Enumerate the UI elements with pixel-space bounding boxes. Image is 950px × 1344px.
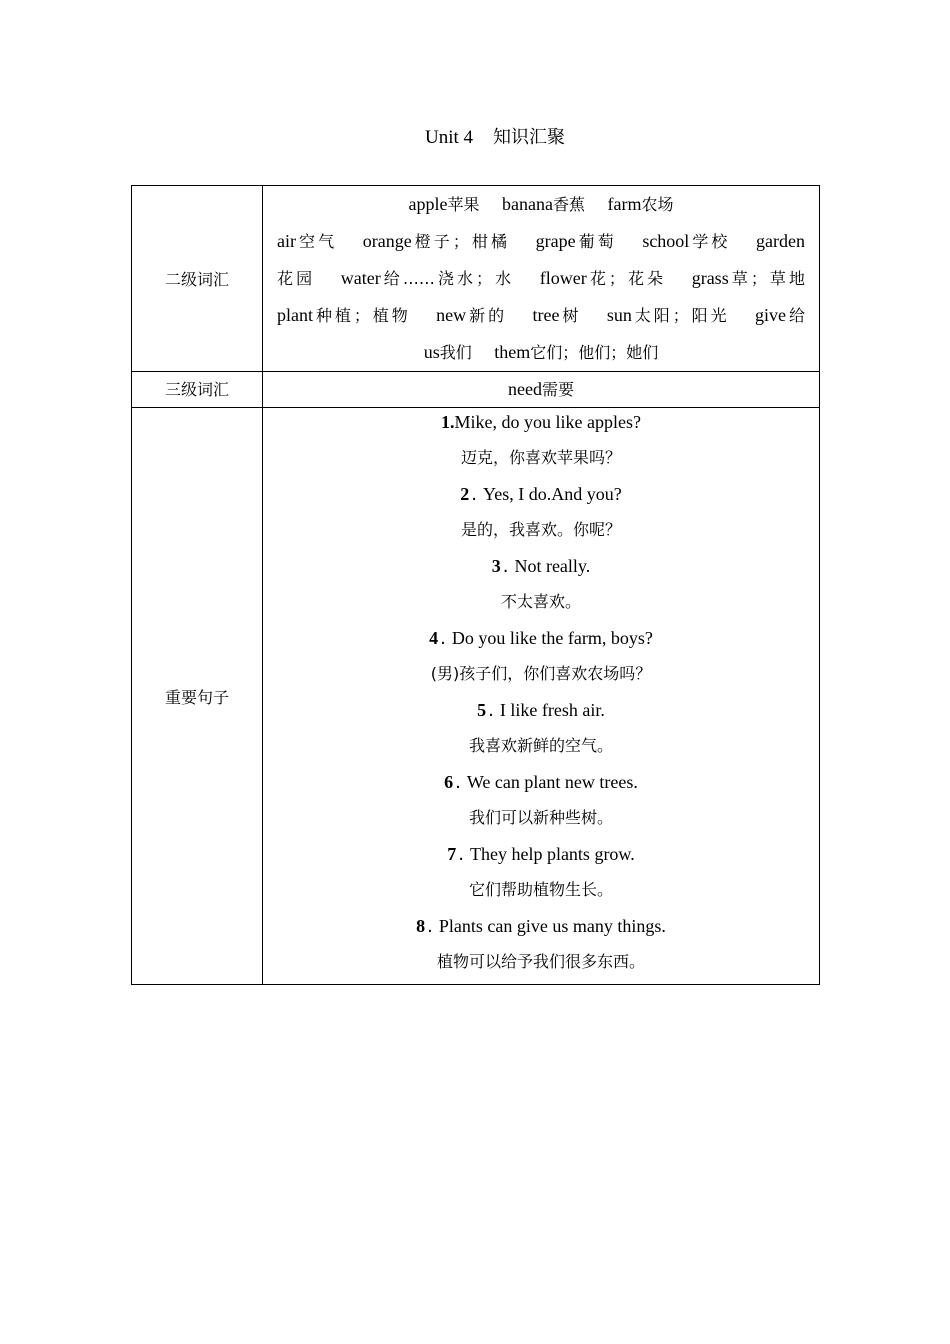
row-label-level3: 三级词汇	[132, 372, 263, 408]
vocab-word	[277, 231, 337, 251]
vocab-word	[692, 268, 805, 288]
vocab-word-en: grass	[691, 268, 729, 288]
vocab-word-en: apple	[408, 194, 448, 214]
vocab-word	[642, 231, 730, 251]
vocab-word	[436, 305, 507, 325]
level3-word-cn: 需要	[541, 380, 574, 399]
table-row-sentences	[132, 408, 820, 985]
vocab-word-cn: 新的	[466, 306, 508, 325]
vocab-word	[540, 268, 666, 288]
vocab-line	[277, 223, 805, 260]
sentence-number: 2	[460, 484, 470, 504]
sentence-item	[263, 408, 819, 480]
sentence-number: 7	[447, 844, 457, 864]
sentence-cn: 是的，我喜欢。你呢？	[460, 520, 621, 539]
vocab-word-en: tree	[532, 305, 560, 325]
level3-vocab-cell	[263, 372, 820, 408]
level2-vocab-list	[263, 186, 819, 371]
sentence-en	[263, 408, 819, 444]
sentence-en-text: Do you like the farm, boys?	[451, 628, 653, 648]
sentence-number: 5	[477, 700, 487, 720]
vocab-word-en: plant	[277, 305, 313, 325]
sentence-number: 8	[416, 916, 426, 936]
table-row-level3	[132, 372, 820, 408]
sentence-number-separator: .	[471, 484, 478, 505]
vocab-word-en: sun	[606, 305, 632, 325]
sentence-list	[263, 408, 819, 984]
vocab-word-en: farm	[607, 194, 642, 214]
vocab-word	[607, 194, 673, 214]
vocab-word-cn: 橙子；柑橘	[411, 232, 511, 251]
vocab-word-en: school	[642, 231, 690, 251]
vocab-word-cn: 树	[559, 306, 582, 325]
sentence-number-separator: .	[458, 844, 464, 865]
sentence-en-text: I like fresh air.	[499, 700, 605, 720]
vocab-word-cn: 给……浇水；水	[380, 269, 515, 288]
sentence-en-text: Mike, do you like apples?	[454, 412, 641, 432]
vocab-word-en: water	[340, 268, 381, 288]
vocab-word-cn: 空气	[295, 232, 338, 251]
sentence-cn: 不太喜欢。	[500, 592, 581, 611]
vocab-word	[341, 268, 514, 288]
sentence-cn: 我们可以新种些树。	[468, 808, 613, 827]
sentence-item	[263, 624, 819, 696]
vocab-word	[277, 305, 411, 325]
sentence-number: 6	[444, 772, 454, 792]
vocab-word-en: new	[436, 305, 467, 325]
sentence-en-text: Not really.	[514, 556, 591, 576]
vocab-word	[532, 305, 581, 325]
vocab-word-cn: 草；草地	[728, 269, 805, 288]
sentence-cn: 它们帮助植物生长。	[468, 880, 613, 899]
vocab-word-en: orange	[362, 231, 412, 251]
vocab-word-cn: 香蕉	[552, 195, 585, 214]
sentence-en	[263, 912, 819, 948]
level2-vocab-cell	[263, 186, 820, 372]
sentences-cell	[263, 408, 820, 985]
vocab-word	[502, 194, 585, 214]
sentence-en-text: Yes, I do.And you?	[483, 484, 622, 504]
sentence-en-text: They help plants grow.	[469, 844, 635, 864]
vocab-line	[277, 186, 805, 223]
sentence-item	[263, 768, 819, 840]
sentence-number-separator: .	[455, 772, 461, 793]
sentence-item	[263, 480, 819, 552]
vocab-line	[277, 334, 805, 371]
vocab-word-cn: 学校	[689, 232, 731, 251]
sentence-en	[263, 696, 819, 732]
vocab-word	[536, 231, 617, 251]
row-label-sentences: 重要句子	[132, 408, 263, 985]
sentence-cn: 我喜欢新鲜的空气。	[468, 736, 613, 755]
table-row-level2	[132, 186, 820, 372]
page-title	[0, 126, 950, 150]
vocab-word-cn: 农场	[641, 195, 674, 214]
row-label-level2: 二级词汇	[132, 186, 263, 372]
vocab-word-en: flower	[539, 268, 587, 288]
sentence-number: 4	[429, 628, 439, 648]
vocab-word-cn: 苹果	[447, 195, 480, 214]
sentence-en	[263, 480, 819, 516]
sentence-number: 1.	[441, 412, 455, 432]
vocab-word	[755, 305, 805, 325]
vocab-word-cn: 种植；植物	[313, 306, 411, 325]
level3-word-en: need	[508, 379, 542, 399]
vocab-word-en: give	[755, 305, 787, 325]
vocab-word-cn: 花园	[277, 269, 316, 288]
vocab-line	[277, 297, 805, 334]
sentence-en	[263, 624, 819, 660]
vocab-word-cn: 它们；他们；她们	[530, 343, 659, 362]
vocab-word	[494, 342, 658, 362]
sentence-en-text: We can plant new trees.	[466, 772, 638, 792]
unit-label: Unit 4	[424, 127, 474, 148]
vocab-word	[424, 342, 472, 362]
vocab-word	[756, 231, 805, 251]
vocab-word-cn: 我们	[439, 343, 472, 362]
sentence-cn: (男)孩子们，你们喜欢农场吗？	[430, 664, 652, 683]
knowledge-table	[131, 185, 820, 985]
sentence-number-separator: .	[502, 556, 509, 577]
sentence-item	[263, 912, 819, 984]
sentence-en	[263, 840, 819, 876]
sentence-number-separator: .	[427, 916, 433, 937]
vocab-word	[409, 194, 480, 214]
sentence-number-separator: .	[440, 628, 446, 649]
vocab-word-en: air	[277, 231, 296, 251]
sentence-item	[263, 552, 819, 624]
vocab-word-en: banana	[502, 194, 553, 214]
sentence-cn: 植物可以给予我们很多东西。	[436, 952, 645, 971]
sentence-cn: 迈克，你喜欢苹果吗？	[460, 448, 621, 467]
vocab-word-cn: 葡萄	[575, 232, 617, 251]
vocab-word-cn: 给	[786, 306, 805, 325]
sentence-number: 3	[491, 556, 501, 576]
vocab-word-en: grape	[535, 231, 576, 251]
vocab-word	[363, 231, 510, 251]
sentence-item	[263, 840, 819, 912]
sentence-item	[263, 696, 819, 768]
vocab-word-en: garden	[756, 231, 806, 251]
sentence-number-separator: .	[488, 700, 494, 721]
vocab-word-cn: 太阳；阳光	[631, 306, 730, 325]
vocab-word-en: them	[494, 342, 531, 362]
vocab-line	[277, 260, 805, 297]
vocab-word	[607, 305, 730, 325]
vocab-word	[277, 268, 315, 288]
title-name: 知识汇聚	[493, 127, 566, 148]
sentence-en	[263, 768, 819, 804]
vocab-word-en: us	[423, 342, 440, 362]
sentence-en-text: Plants can give us many things.	[438, 916, 666, 936]
vocab-word-cn: 花；花朵	[586, 269, 667, 288]
sentence-en	[263, 552, 819, 588]
